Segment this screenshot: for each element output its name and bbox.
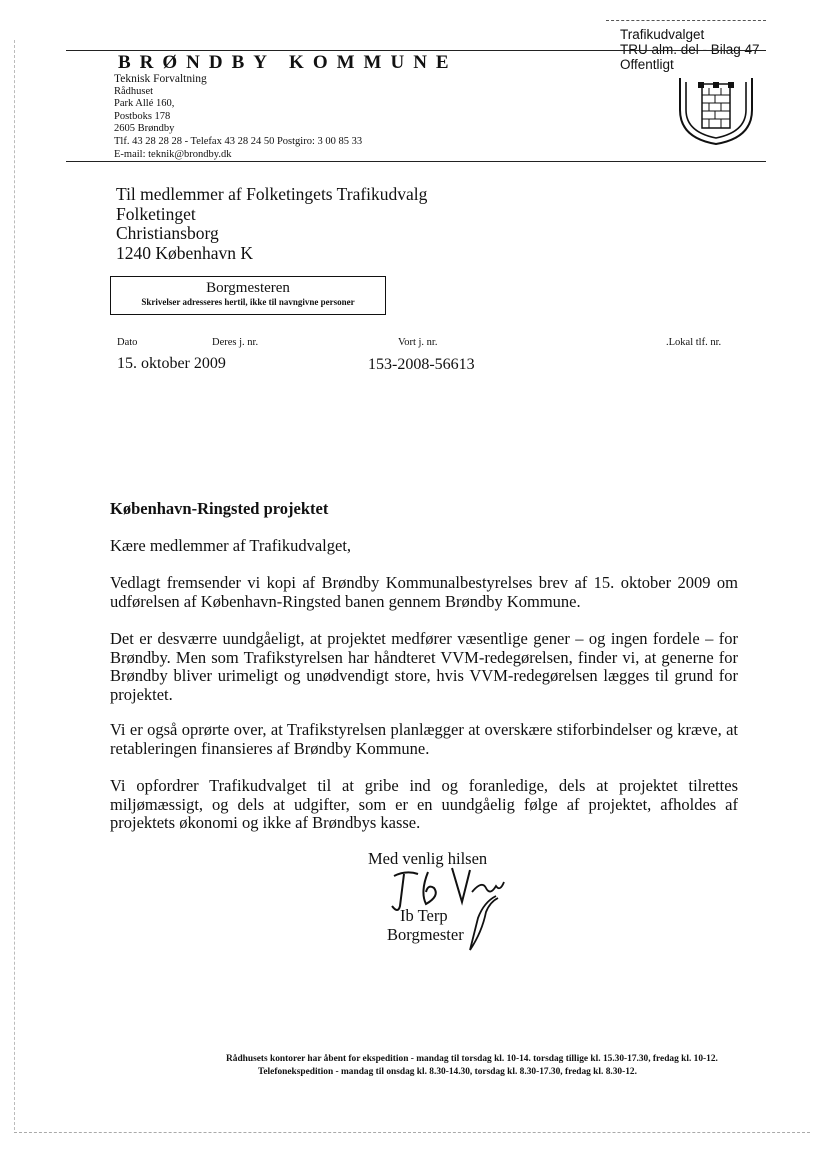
routing-box-note: Skrivelser adresseres hertil, ikke til navngivne personer (141, 297, 355, 307)
our-ref-label: Vort j. nr. (398, 337, 438, 348)
stamp-access: Offentligt (620, 57, 674, 72)
department-name: Teknisk Forvaltning (114, 73, 207, 85)
sender-block (114, 73, 362, 161)
body-paragraph: Vi opfordrer Trafikudvalget til at gribe ind og foranledige, dels at projektet tilrettes miljømæssigt, og dels at udgifter, som er en uundgåelig følge af projektet, afholdes af projektets økonomi og ikke af Brøndbys kasse. (110, 776, 738, 833)
scan-edge-left (14, 40, 15, 1130)
letterhead-top-rule (66, 50, 766, 51)
phone-line: Tlf. 43 28 28 28 - Telefax 43 28 24 50 Postgiro: 3 00 85 33 (114, 135, 363, 147)
recipient-line: 1240 København K (116, 242, 254, 263)
scan-bottom-rule (14, 1132, 810, 1133)
closing: Med venlig hilsen (368, 849, 488, 868)
address-line: 2605 Brøndby (114, 123, 175, 135)
phone-label: .Lokal tlf. nr. (666, 337, 722, 348)
routing-box (110, 276, 386, 315)
letter-date: 15. oktober 2009 (117, 355, 226, 372)
body-paragraph: Vedlagt fremsender vi kopi af Brøndby Kommunalbestyrelses brev af 15. oktober 2009 om udførelsen af København-Ringsted banen gennem Brøndby Kommune. (110, 573, 738, 611)
address-line: Postboks 178 (114, 110, 171, 122)
case-number: 153-2008-56613 (368, 356, 475, 373)
footer-office-hours: Rådhusets kontorer har åbent for ekspedition - mandag til torsdag kl. 10-14. torsdag tillige kl. 15.30-17.30, fredag kl. 10-12. (226, 1054, 718, 1064)
routing-box-title: Borgmesteren (206, 280, 290, 296)
stamp-document-id: TRU alm. del - Bilag 47 (620, 42, 760, 57)
stamp-divider-top (606, 20, 766, 21)
recipient-line: Christiansborg (116, 223, 219, 243)
signer-name: Ib Terp (400, 906, 448, 925)
letterhead-bottom-rule (66, 161, 766, 162)
body-paragraph: Det er desværre uundgåeligt, at projektet medfører væsentlige gener – og ingen fordele – for Brøndby. Men som Trafikstyrelsen har håndteret VVM-redegørelsen, finder vi, at generne for Brøndby bliver urimeligt og unødvendigt store, hvis VVM-redegørelsen lægges til grund for projektet. (110, 629, 738, 704)
address-line: Rådhuset (114, 85, 154, 97)
recipient-address (116, 185, 427, 263)
subject-line: København-Ringsted projektet (110, 499, 329, 518)
coat-of-arms-icon (676, 76, 756, 151)
date-label: Dato (117, 337, 138, 348)
stamp-committee: Trafikudvalget (620, 27, 705, 42)
address-line: Park Allé 160, (114, 98, 175, 110)
signer-title: Borgmester (387, 925, 464, 944)
recipient-line: Folketinget (116, 203, 196, 224)
salutation: Kære medlemmer af Trafikudvalget, (110, 536, 352, 555)
org-name: BRØNDBY KOMMUNE (118, 52, 458, 73)
footer-phone-hours: Telefonekspedition - mandag til onsdag kl. 8.30-14.30, torsdag kl. 8.30-17.30, fredag kl. 8.30-12. (258, 1067, 637, 1077)
recipient-line: Til medlemmer af Folketingets Trafikudvalg (116, 184, 428, 204)
email-line: E-mail: teknik@brondby.dk (114, 148, 232, 160)
body-paragraph: Vi er også oprørte over, at Trafikstyrelsen planlægger at overskære stiforbindelser og kræve, at retableringen finansieres af Brøndby Kommune. (110, 720, 738, 758)
your-ref-label: Deres j. nr. (212, 337, 259, 348)
